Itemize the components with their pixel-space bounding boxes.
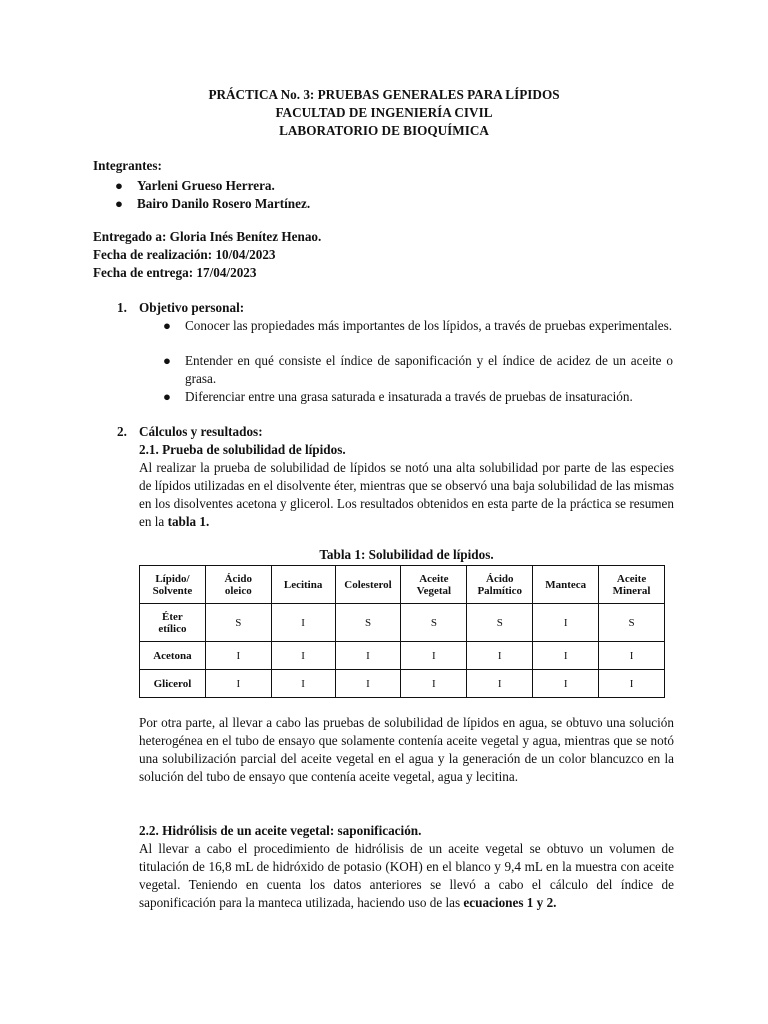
date-performed: Fecha de realización: 10/04/2023 xyxy=(93,247,276,262)
header-cell: Aceite Vegetal xyxy=(401,566,467,604)
header-cell: Lípido/ Solvente xyxy=(140,566,206,604)
objective-item xyxy=(163,317,673,353)
table-cell: S xyxy=(401,604,467,642)
objective-item xyxy=(163,352,673,388)
table-cell: S xyxy=(205,604,271,642)
bullet-icon: ● xyxy=(115,196,123,211)
table-cell: I xyxy=(533,604,599,642)
solubility-table xyxy=(139,565,665,698)
member-name: Yarleni Grueso Herrera. xyxy=(137,178,275,193)
equation-reference: ecuaciones 1 y 2. xyxy=(463,895,557,910)
table-row xyxy=(140,604,665,642)
objective-text: Diferenciar entre una grasa saturada e insaturada a través de pruebas de insaturación. xyxy=(185,389,633,404)
member-name: Bairo Danilo Rosero Martínez. xyxy=(137,196,311,211)
bullet-icon: ● xyxy=(163,318,171,333)
table-cell: I xyxy=(271,604,335,642)
date-delivered: Fecha de entrega: 17/04/2023 xyxy=(93,265,257,280)
table-cell: S xyxy=(599,604,665,642)
header-cell: Aceite Mineral xyxy=(599,566,665,604)
table-cell: I xyxy=(401,642,467,670)
bullet-icon: ● xyxy=(115,178,123,193)
table-cell: I xyxy=(533,642,599,670)
header-cell: Manteca xyxy=(533,566,599,604)
paragraph-text: Por otra parte, al llevar a cabo las pruebas de solubilidad de lípidos en agua, se obtuvo una solución heterogénea en el tubo de ensayo que solamente contenía aceite vegetal y agua, mientras que se notó una solubilización parcial del aceite vegetal en el agua y la generación de un color blancuzco en la solución del tubo de ensayo que contenía aceite vegetal, agua y lecitina. xyxy=(139,715,674,784)
table-reference: tabla 1. xyxy=(167,514,210,529)
table-cell: I xyxy=(205,670,271,698)
table-cell: I xyxy=(467,670,533,698)
table-cell: I xyxy=(271,670,335,698)
section-title: Objetivo personal: xyxy=(139,300,245,315)
bullet-icon: ● xyxy=(163,353,171,368)
lab-name: LABORATORIO DE BIOQUÍMICA xyxy=(279,123,489,138)
header-cell: Colesterol xyxy=(335,566,401,604)
saponification-paragraph xyxy=(139,840,674,912)
header-cell: Ácido oleico xyxy=(205,566,271,604)
solubility-paragraph xyxy=(139,459,674,531)
subsection-2-1-title: 2.1. Prueba de solubilidad de lípidos. xyxy=(139,442,346,457)
table-cell: I xyxy=(271,642,335,670)
solvent-cell: Acetona xyxy=(140,642,206,670)
members-label: Integrantes: xyxy=(93,158,162,173)
table-cell: I xyxy=(599,670,665,698)
table-cell: S xyxy=(335,604,401,642)
header-cell: Ácido Palmítico xyxy=(467,566,533,604)
section-2-heading xyxy=(117,423,263,441)
section-number: 1. xyxy=(117,300,127,315)
table-cell: I xyxy=(533,670,599,698)
header-cell: Lecitina xyxy=(271,566,335,604)
objective-item xyxy=(163,388,673,406)
objective-text: Entender en qué consiste el índice de saponificación y el índice de acidez de un aceite o grasa. xyxy=(185,353,673,386)
table-row xyxy=(140,642,665,670)
table-cell: I xyxy=(205,642,271,670)
solvent-cell: Éter etílico xyxy=(140,604,206,642)
section-title: Cálculos y resultados: xyxy=(139,424,263,439)
paragraph-text: Al llevar a cabo el procedimiento de hidrólisis de un aceite vegetal se obtuvo un volumen de titulación de 16,8 mL de hidróxido de potasio (KOH) en el blanco y 9,4 mL en la muestra con aceite vegetal. Teniendo en cuenta los datos anteriores se llevó a cabo el cálculo del índice de saponificación para la manteca utilizada, haciendo uso de las xyxy=(139,841,674,910)
paragraph-text: Al realizar la prueba de solubilidad de lípidos se notó una alta solubilidad por parte de las especies de lípidos utilizadas en el disolvente éter, mientras que se observó una baja solubilidad de las mismas en los disolventes acetona y glicerol. Los resultados obtenidos en esta parte de la práctica se resumen en la xyxy=(139,460,674,529)
subsection-2-2-title: 2.2. Hidrólisis de un aceite vegetal: saponificación. xyxy=(139,823,422,838)
practice-title: PRÁCTICA No. 3: PRUEBAS GENERALES PARA LÍPIDOS xyxy=(208,87,560,102)
document-header xyxy=(0,86,768,140)
water-solubility-paragraph xyxy=(139,714,674,786)
section-1-heading xyxy=(117,299,244,317)
faculty-name: FACULTAD DE INGENIERÍA CIVIL xyxy=(275,105,493,120)
table-cell: I xyxy=(401,670,467,698)
section-number: 2. xyxy=(117,424,127,439)
table-row xyxy=(140,670,665,698)
delivered-to: Entregado a: Gloria Inés Benítez Henao. xyxy=(93,229,322,244)
table-cell: S xyxy=(467,604,533,642)
table-caption: Tabla 1: Solubilidad de lípidos. xyxy=(319,547,494,562)
table-cell: I xyxy=(335,670,401,698)
solvent-cell: Glicerol xyxy=(140,670,206,698)
table-header-row xyxy=(140,566,665,604)
table-cell: I xyxy=(335,642,401,670)
objective-text: Conocer las propiedades más importantes de los lípidos, a través de pruebas experimentales. xyxy=(185,318,673,333)
table-cell: I xyxy=(599,642,665,670)
bullet-icon: ● xyxy=(163,389,171,404)
table-cell: I xyxy=(467,642,533,670)
